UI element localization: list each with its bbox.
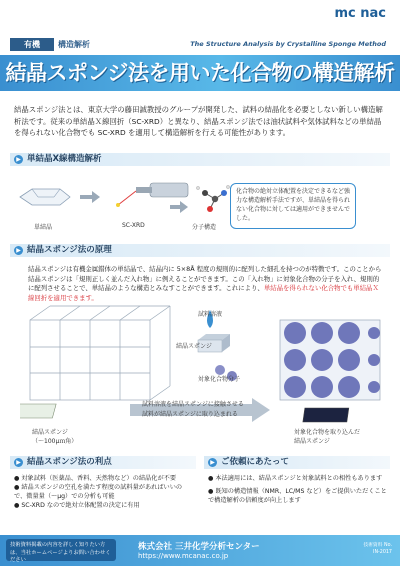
contact-badge[interactable]: 技術資料掲載の内容を詳しく知りたい方は、当社ホームページよりお問い合わせください <box>6 539 116 561</box>
section-title: ご依頼にあたって <box>221 457 290 467</box>
section-header-advantages <box>10 456 196 469</box>
section-header-principle <box>10 244 390 257</box>
arrow-icon: ▶ <box>14 246 23 255</box>
english-title: The Structure Analysis by Crystalline Sponge Method <box>190 40 386 48</box>
advantages-list <box>14 474 194 510</box>
label-result1: 対象化合物を取り込んだ <box>294 429 361 436</box>
arrow-icon: ▶ <box>208 458 217 467</box>
request-list <box>208 474 388 505</box>
list-item: ● 対象試料（医薬品、香料、天然物など）の結晶化が不要 <box>14 475 177 482</box>
label-step2: 試料が結晶スポンジに取り込まれる <box>142 411 238 418</box>
company-url[interactable]: https://www.mcanac.co.jp <box>138 552 229 560</box>
molecule-icon <box>196 185 229 212</box>
arrow-icon <box>80 191 100 203</box>
section-header-xrd <box>10 153 390 166</box>
sponge-filled-photo <box>303 408 349 422</box>
sponge-grid-filled <box>280 320 380 400</box>
xrd-label: SC-XRD <box>122 222 145 229</box>
intro-text: 結晶スポンジ法とは、東京大学の藤田誠教授のグループが開発した、試料の結晶化を必要としない新しい構造解析法です。従来の単結晶Ｘ線回折（SC-XRD）と異なり、結晶スポンジ法では油状試料や気体試料などの単結晶を得られない化合物でも SC-XRD を適用して構造解析を行える可能性があります。 <box>14 105 383 137</box>
list-item: ● SC-XRD なので絶対立体配置の決定に有用 <box>14 502 140 509</box>
principle-main: 結晶スポンジは有機金属錯体の単結晶で、結晶内に 5×8Å 程度の規則的に配列した細孔を持つのが特徴です。このことから結晶スポンジは「規則正しく並んだ入れ物」に例えることができます。この「入れ物」に対象化合物の分子を入れ、規則的に配列させることで、単結晶のような構造とみなすことができます。これにより、 <box>28 265 382 293</box>
label-sponge-size: （～100μｍ角） <box>32 438 78 445</box>
label-sponge: 結晶スポンジ <box>176 343 212 350</box>
xrd-note: 化合物の絶対立体配置を決定できるなど強力な構造解析手法ですが、単結晶を得られない化合物に対しては適用ができませんでした。 <box>230 183 356 229</box>
section-header-request <box>204 456 390 469</box>
label-solution: 試料溶液 <box>198 311 223 318</box>
arrow-icon: ▶ <box>14 155 23 164</box>
label-result2: 結晶スポンジ <box>294 438 330 445</box>
page-title: 結晶スポンジ法を用いた化合物の構造解析 <box>5 61 395 85</box>
subcategory-label: 構造解析 <box>58 40 90 49</box>
sponge-photo <box>20 404 56 418</box>
section-title: 結晶スポンジ法の原理 <box>27 245 112 255</box>
crystal-label: 単結晶 <box>34 224 53 231</box>
list-item: ● 本法適用には、結晶スポンジと対象試料との相性もあります <box>208 475 383 482</box>
label-molecule: 対象化合物分子 <box>198 376 241 383</box>
list-item: ● 既知の構造情報（NMR、LC/MS など）をご提供いただくことで構造解析の信頼度が向上します <box>208 488 387 504</box>
company-logo: mc nac <box>334 6 386 21</box>
molecule-label: 分子構造 <box>192 224 217 231</box>
arrow-icon <box>170 201 188 213</box>
principle-text <box>28 265 384 303</box>
section-title: 結晶スポンジ法の利点 <box>27 457 112 467</box>
category-tag: 有機 <box>10 38 54 51</box>
xrd-instrument-icon <box>116 183 188 207</box>
doc-number: 技術資料 No. IN-2017 <box>363 543 392 555</box>
label-sponge-photo: 結晶スポンジ <box>32 429 68 436</box>
section-title: 単結晶X線構造解析 <box>27 154 102 164</box>
label-step1: 試料溶液を結晶スポンジに接触させる <box>142 401 244 408</box>
arrow-icon: ▶ <box>14 458 23 467</box>
crystal-icon <box>20 189 70 205</box>
company-name: 株式会社 三井化学分析センター <box>138 542 260 552</box>
principle-highlight: 単結晶を得られない化合物でも単結晶Ｘ線回折を適用できます。 <box>28 284 379 302</box>
list-item: ● 結晶スポンジの空孔を満たす程度の試料量があればいいので、微量量（～μg）での分析も可能 <box>14 484 183 500</box>
sponge-grid-empty <box>30 306 170 400</box>
